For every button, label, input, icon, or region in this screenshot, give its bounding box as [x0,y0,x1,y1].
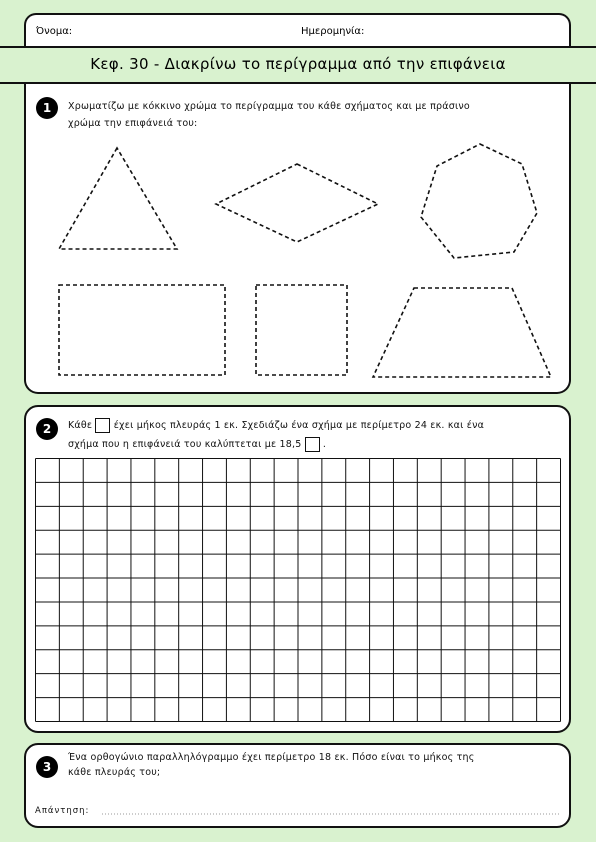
unit-square-icon [95,418,110,433]
page-title: Κεφ. 30 - Διακρίνω το περίγραμμα από την επιφάνεια [0,46,596,84]
exercise-3-question [68,750,475,780]
name-label: Όνομα: [36,26,73,37]
exercise-3-line-1: Ένα ορθογώνιο παραλληλόγραμμο έχει περίμετρο 18 εκ. Πόσο είναι το μήκος της [68,752,475,763]
exercise-3-number: 3 [36,756,58,778]
exercise-2-text-1: Κάθε [68,420,93,431]
dashed-rectangle [59,285,225,375]
exercise-1-line-1: Χρωματίζω με κόκκινο χρώμα το περίγραμμα του κάθε σχήματος και με πράσινο [68,101,470,112]
exercise-2-number: 2 [36,418,58,440]
answer-label: Απάντηση: [35,806,90,816]
unit-square-icon [305,437,320,452]
dashed-heptagon [421,144,537,258]
exercise-2-instructions [68,417,563,453]
drawing-grid[interactable] [35,458,561,722]
exercise-2-text-3: σχήμα που η επιφάνειά του καλύπτεται με 18,5 [68,439,302,450]
exercise-2-text-4: . [322,439,327,450]
exercise-2-text-2: έχει μήκος πλευράς 1 εκ. Σχεδιάζω ένα σχήμα με περίμετρο 24 εκ. και ένα [113,420,485,431]
dashed-rhombus [216,164,378,242]
dashed-square [256,285,347,375]
date-label: Ημερομηνία: [301,26,365,37]
exercise-1-number: 1 [36,97,58,119]
dashed-triangle [59,148,177,249]
exercise-1-line-2: χρώμα την επιφάνειά του: [68,118,198,129]
exercise-3-line-2: κάθε πλευράς του; [68,767,161,778]
dashed-trapezoid [373,288,551,377]
